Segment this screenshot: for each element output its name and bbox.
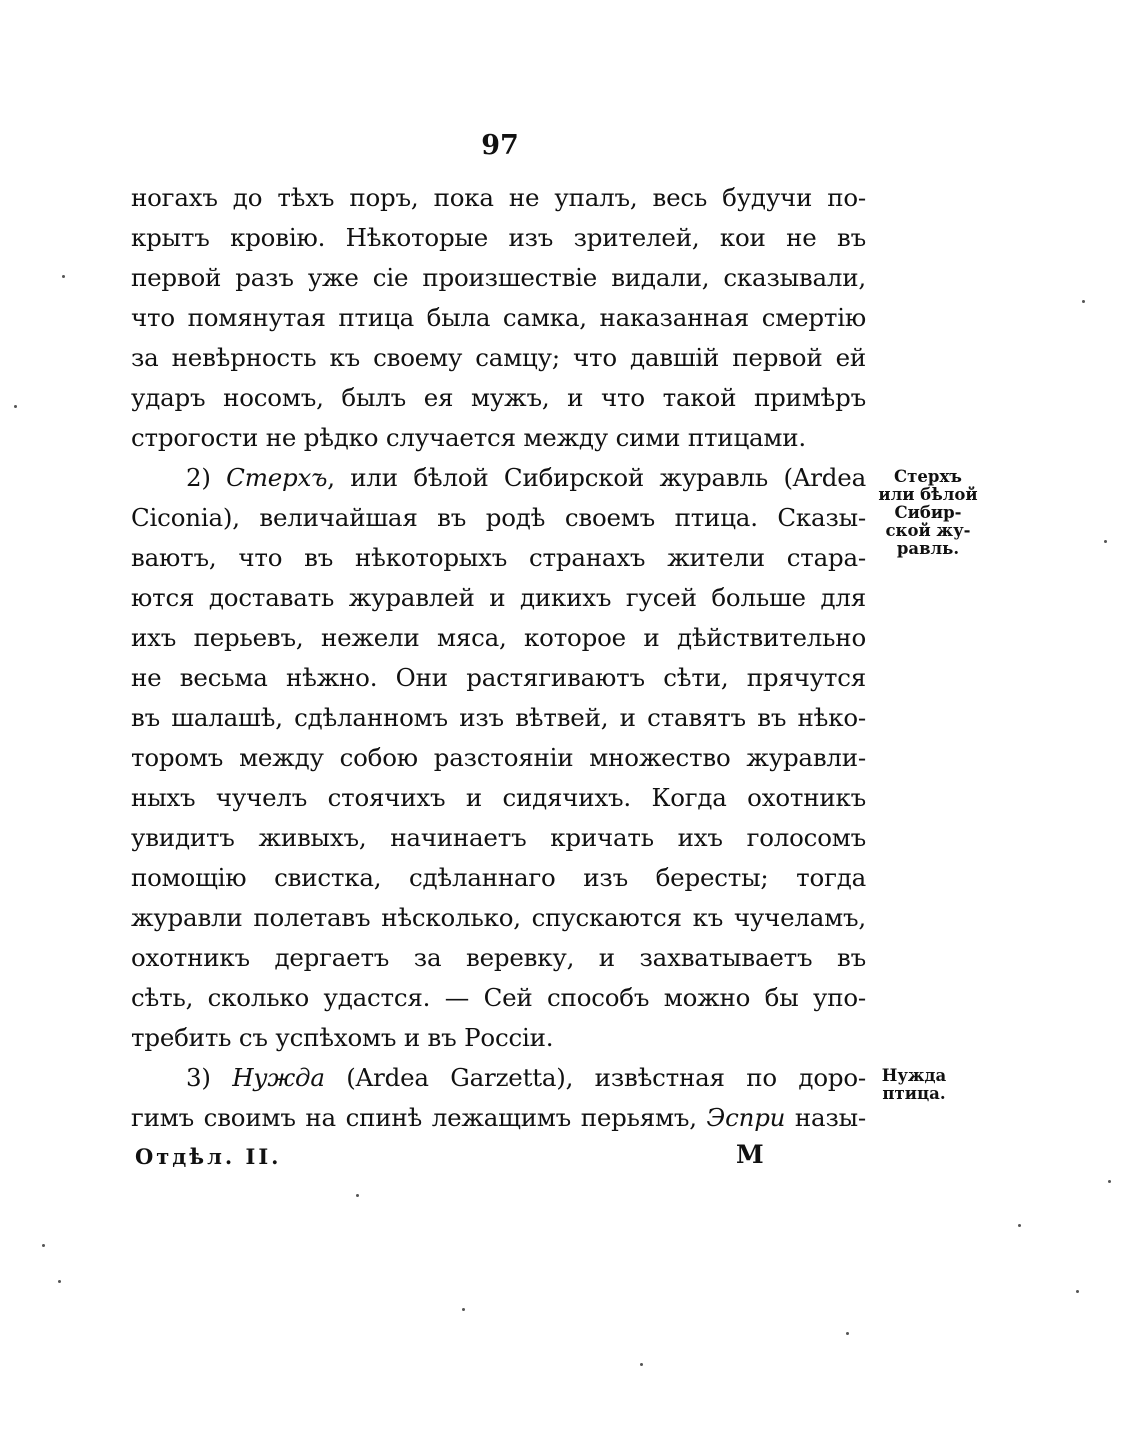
text-line: ются доставать журавлей и дикихъ гусей больше для — [131, 583, 866, 612]
text-line: журавли полетавъ нѣсколько, спускаются къ чучеламъ, — [131, 903, 866, 932]
scan-speck — [62, 275, 65, 278]
text-fragment: (Ardea Garzetta), извѣстная по доро- — [324, 1063, 866, 1092]
text-line: увидитъ живыхъ, начинаетъ кричать ихъ голосомъ — [131, 823, 866, 852]
scan-speck — [42, 1244, 45, 1247]
body-text — [131, 178, 866, 1138]
text-fragment: гимъ своимъ на спинѣ лежащимъ перьямъ, — [131, 1103, 707, 1132]
page-number: 97 — [481, 130, 519, 161]
text-line: строгости не рѣдко случается между сими птицами. — [131, 423, 806, 452]
item-number: 3) — [186, 1063, 233, 1092]
text-line: ихъ перьевъ, нежели мяса, которое и дѣйствительно — [131, 623, 866, 652]
text-line: ударъ носомъ, былъ ея мужъ, и что такой примѣръ — [131, 383, 866, 412]
scan-speck — [1108, 1180, 1111, 1183]
margin-note-line: птица. — [882, 1084, 946, 1103]
item-number: 2) — [186, 463, 227, 492]
margin-note-sterkh — [868, 468, 988, 558]
scan-speck — [356, 1194, 359, 1197]
text-line: ныхъ чучелъ стоячихъ и сидячихъ. Когда охотникъ — [131, 783, 866, 812]
scan-speck — [1104, 540, 1107, 543]
margin-note-nuzhda — [870, 1067, 958, 1103]
scan-speck — [1082, 300, 1085, 303]
text-line: требить съ успѣхомъ и въ Россіи. — [131, 1023, 554, 1052]
scan-speck — [462, 1308, 465, 1311]
scan-speck — [846, 1332, 849, 1335]
text-line: крытъ кровію. Нѣкоторые изъ зрителей, кои не въ — [131, 223, 866, 252]
paragraph-3-second-line — [131, 1098, 866, 1138]
footer-signature-mark: М — [736, 1140, 764, 1169]
text-fragment: , или бѣлой Сибирской журавль (Ardea — [327, 463, 866, 492]
bird-name-nuzhda: Нужда — [232, 1063, 325, 1092]
text-line: охотникъ дергаетъ за веревку, и захватываетъ въ — [131, 943, 866, 972]
paragraph-3-first-line — [131, 1058, 866, 1098]
margin-note-line: Сибир- — [894, 503, 962, 522]
paragraph-2-first-line — [131, 458, 866, 498]
text-line: помощію свистка, сдѣланнаго изъ бересты; тогда — [131, 863, 866, 892]
term-espri: Эспри — [706, 1103, 786, 1132]
text-line: Ciconia), величайшая въ родѣ своемъ птица. Сказы- — [131, 503, 866, 532]
text-fragment: назы- — [785, 1103, 866, 1132]
scan-speck — [14, 405, 17, 408]
text-line: что помянутая птица была самка, наказанная смертію — [131, 303, 866, 332]
scan-speck — [58, 1280, 61, 1283]
margin-note-line: равль. — [896, 539, 960, 558]
text-line: за невѣрность къ своему самцу; что давшій первой ей — [131, 343, 866, 372]
scan-speck — [1018, 1224, 1021, 1227]
text-line: не весьма нѣжно. Они растягиваютъ сѣти, прячутся — [131, 663, 866, 692]
text-line: первой разъ уже сіе произшествіе видали, сказывали, — [131, 263, 866, 292]
text-line: ваютъ, что въ нѣкоторыхъ странахъ жители стара- — [131, 543, 866, 572]
margin-note-line: или бѣлой — [878, 485, 978, 504]
text-line: сѣть, сколько удастся. — Сей способъ можно бы упо- — [131, 983, 866, 1012]
text-line: торомъ между собою разстояніи множество журавли- — [131, 743, 866, 772]
margin-note-line: Стерхъ — [894, 467, 962, 486]
text-line: въ шалашѣ, сдѣланномъ изъ вѣтвей, и ставятъ въ нѣко- — [131, 703, 866, 732]
bird-name-sterkh: Стерхъ — [226, 463, 328, 492]
margin-note-line: Нужда — [881, 1066, 947, 1085]
margin-note-line: ской жу- — [885, 521, 971, 540]
text-line: ногахъ до тѣхъ поръ, пока не упалъ, весь будучи по- — [131, 183, 866, 212]
scan-speck — [640, 1363, 643, 1366]
scan-speck — [1076, 1290, 1079, 1293]
footer-signature: Отдѣл. II. — [135, 1144, 282, 1169]
